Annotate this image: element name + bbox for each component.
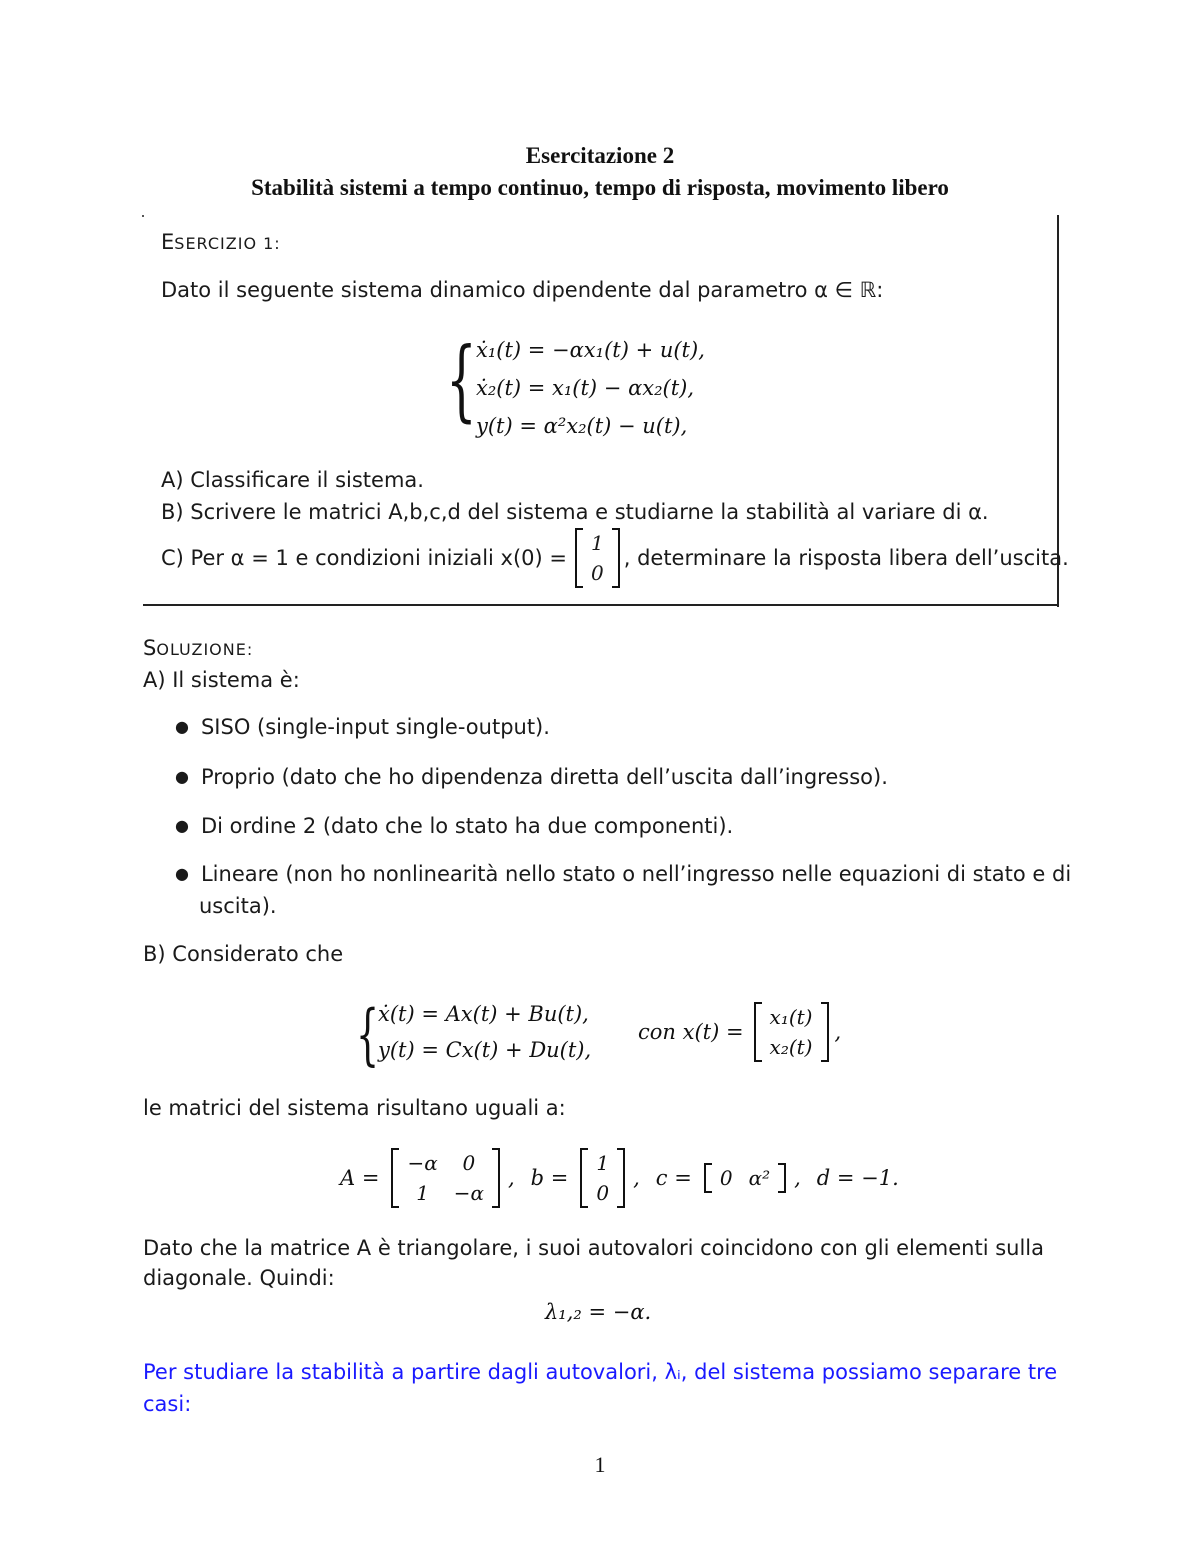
vector-c: [704, 1163, 786, 1193]
vector-b-label: b =: [530, 1166, 569, 1190]
state-definition-label: con x(t) =: [638, 1020, 744, 1044]
vector-c-label: c =: [655, 1166, 692, 1190]
scalar-d: d = −1.: [816, 1166, 899, 1190]
list-item: ● SISO (single-input single-output).: [175, 715, 550, 739]
comma: ,: [794, 1166, 801, 1190]
comma: ,: [507, 1166, 515, 1190]
eigenvalues: λ₁,₂ = −α.: [545, 1300, 652, 1324]
question-a: A) Classificare il sistema.: [161, 468, 424, 492]
comma: ,: [834, 1020, 842, 1044]
vector-entry: 0: [596, 1181, 610, 1205]
paragraph-line: diagonale. Quindi:: [143, 1266, 335, 1290]
equation-x2: ẋ₂(t) = x₁(t) − αx₂(t),: [476, 376, 695, 400]
vector-entry: α²: [748, 1166, 771, 1190]
question-c-prefix: C) Per α = 1 e condizioni iniziali x(0) =: [161, 546, 567, 570]
system-brace: {: [446, 328, 477, 431]
vector-entry: 0: [590, 561, 604, 585]
exercise-box-border-bottom: [143, 604, 1059, 606]
highlighted-paragraph-line: casi:: [143, 1392, 192, 1416]
question-b: B) Scrivere le matrici A,b,c,d del sistema e studiarne la stabilità al variare di α.: [161, 500, 989, 524]
comma: ,: [633, 1166, 640, 1190]
bullet-icon: ●: [175, 816, 189, 835]
highlighted-paragraph-line: Per studiare la stabilità a partire dagli autovalori, λᵢ, del sistema possiamo separare tre: [143, 1360, 1058, 1384]
matrix-entry: 1: [416, 1181, 429, 1205]
solution-a-intro: A) Il sistema è:: [143, 668, 300, 692]
vector-entry: 0: [719, 1166, 733, 1190]
state-definition: [638, 1002, 841, 1062]
list-item: ● Lineare (non ho nonlinearità nello stato o nell’ingresso nelle equazioni di stato e di: [175, 862, 1072, 886]
page-number: 1: [594, 1452, 606, 1477]
equation-y: y(t) = α²x₂(t) − u(t),: [476, 414, 688, 438]
document-subtitle: Stabilità sistemi a tempo continuo, tempo di risposta, movimento libero: [251, 175, 949, 200]
matrix-entry: 0: [462, 1151, 476, 1175]
exercise-intro: Dato il seguente sistema dinamico dipendente dal parametro α ∈ ℝ:: [161, 278, 884, 302]
system-matrices: [340, 1148, 899, 1208]
state-space-brace: {: [356, 996, 380, 1073]
solution-b-intro: B) Considerato che: [143, 942, 344, 966]
exercise-heading: ESERCIZIO 1:: [161, 230, 281, 254]
vector-entry: x₁(t): [769, 1005, 813, 1029]
document-title: Esercitazione 2: [525, 143, 675, 168]
paragraph-line: Dato che la matrice A è triangolare, i suoi autovalori coincidono con gli elementi sulla: [143, 1236, 1045, 1260]
matrix-a: [391, 1148, 500, 1208]
list-item-continuation: uscita).: [199, 894, 277, 918]
output-equation: y(t) = Cx(t) + Du(t),: [378, 1038, 592, 1062]
question-c: [161, 528, 1069, 588]
vector-entry: 1: [596, 1151, 610, 1175]
list-item: ● Proprio (dato che ho dipendenza diretta dell’uscita dall’ingresso).: [175, 765, 888, 789]
vector-entry: x₂(t): [769, 1035, 813, 1059]
bullet-icon: ●: [175, 717, 189, 736]
matrices-intro: le matrici del sistema risultano uguali a:: [143, 1096, 566, 1120]
matrix-entry: −α: [407, 1151, 438, 1175]
bullet-icon: ●: [175, 767, 189, 786]
question-c-suffix: , determinare la risposta libera dell’uscita.: [623, 546, 1069, 570]
solution-heading: SOLUZIONE:: [143, 636, 254, 660]
list-item: ● Di ordine 2 (dato che lo stato ha due componenti).: [175, 814, 734, 838]
initial-condition-vector: [575, 528, 620, 588]
state-equation: ẋ(t) = Ax(t) + Bu(t),: [378, 1002, 589, 1026]
matrix-entry: −α: [453, 1181, 484, 1205]
vector-b: [580, 1148, 625, 1208]
vector-entry: 1: [590, 531, 604, 555]
matrix-a-label: A =: [340, 1166, 380, 1190]
bullet-icon: ●: [175, 864, 189, 883]
equation-x1: ẋ₁(t) = −αx₁(t) + u(t),: [476, 338, 705, 362]
state-vector: [754, 1002, 829, 1062]
box-corner-mark: [142, 215, 144, 217]
